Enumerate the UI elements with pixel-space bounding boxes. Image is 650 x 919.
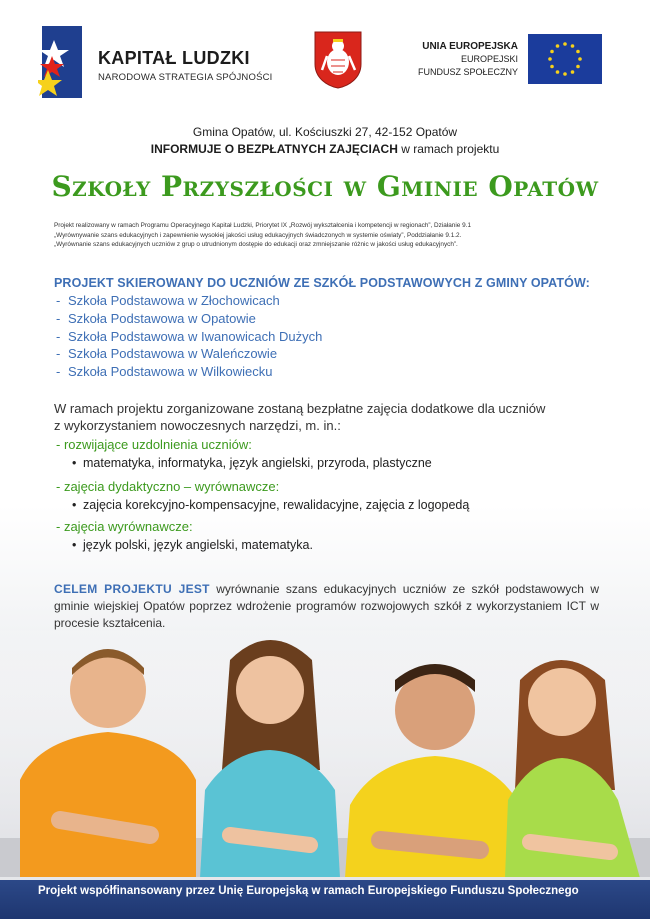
eu-star-icon bbox=[578, 57, 582, 61]
kapital-ludzki-logo bbox=[38, 26, 283, 98]
eu-star-icon bbox=[576, 65, 580, 69]
intro-line: „Wyrównywanie szans edukacyjnych i zapewnienie wysokiej jakości usług edukacyjnych świadczonych w systemie oświaty”, Poddziałanie 9.1.2. bbox=[54, 231, 462, 239]
activity-section bbox=[56, 479, 469, 512]
footer-divider bbox=[0, 877, 650, 880]
list-item: - Szkoła Podstawowa w Wilkowiecku bbox=[56, 364, 273, 380]
goal-text: wyrównanie szans edukacyjnych uczniów ze szkół podstawowych w gminie wiejskiej Opatów poprzez wdrożenie programów rozwojowych szkół z wykorzystaniem ICT w bbox=[54, 582, 599, 613]
activity-section bbox=[56, 519, 313, 552]
activity-item: • język polski, język angielski, matematyka. bbox=[72, 538, 313, 552]
activity-heading: - zajęcia dydaktyczno – wyrównawcze: bbox=[56, 479, 280, 494]
list-item: - Szkoła Podstawowa w Opatowie bbox=[56, 310, 256, 326]
eu-star-icon bbox=[563, 72, 567, 76]
eu-line3: FUNDUSZ SPOŁECZNY bbox=[417, 67, 518, 77]
intro-text bbox=[54, 221, 604, 250]
eu-star-icon bbox=[550, 50, 554, 54]
inform-line bbox=[0, 142, 650, 156]
eu-star-icon bbox=[571, 70, 575, 74]
activities-line: W ramach projektu zorganizowane zostaną bezpłatne zajęcia dodatkowe dla uczniów bbox=[54, 401, 546, 416]
students-photo bbox=[0, 620, 650, 878]
activities-intro bbox=[54, 401, 594, 434]
activity-heading: - rozwijające uzdolnienia uczniów: bbox=[56, 437, 252, 452]
activity-section bbox=[56, 437, 432, 470]
address-line: Gmina Opatów, ul. Kościuszki 27, 42-152 Opatów bbox=[192, 125, 458, 139]
eu-flag-icon bbox=[528, 34, 602, 84]
schools-list bbox=[56, 292, 322, 381]
intro-line: „Wyrównanie szans edukacyjnych uczniów z grup o utrudnionym dostępie do edukacji oraz zmniejszanie różnic w jakości usług edukacyjnych”. bbox=[54, 241, 458, 249]
eu-line1: UNIA EUROPEJSKA bbox=[422, 41, 518, 52]
kl-subtitle: NARODOWA STRATEGIA SPÓJNOŚCI bbox=[98, 72, 273, 83]
eu-star-icon bbox=[556, 70, 560, 74]
activity-heading: - zajęcia wyrównawcze: bbox=[56, 519, 193, 534]
inform-rest: w ramach projektu bbox=[397, 142, 500, 156]
eu-star-icon bbox=[571, 44, 575, 48]
activity-item: • matematyka, informatyka, język angielski, przyroda, plastyczne bbox=[72, 456, 432, 470]
page-title: Szkoły Przyszłości w Gminie Opatów bbox=[51, 170, 599, 203]
kapital-ludzki-emblem-icon bbox=[38, 26, 82, 98]
list-item: - Szkoła Podstawowa w Waleńczowie bbox=[56, 346, 278, 362]
eu-star-icon bbox=[556, 44, 560, 48]
eu-line2: EUROPEJSKI bbox=[460, 54, 518, 64]
activities-line: z wykorzystaniem nowoczesnych narzędzi, m. in.: bbox=[54, 417, 341, 433]
goal-label: CELEM PROJEKTU JEST bbox=[54, 582, 210, 596]
intro-line: Projekt realizowany w ramach Programu Operacyjnego Kapitał Ludzki, Priorytet IX „Rozwój wykształcenia i kompetencji w regionach”, Działanie 9.1 bbox=[54, 222, 471, 229]
eu-star-icon bbox=[576, 50, 580, 54]
list-item: - Szkoła Podstawowa w Iwanowicach Dużych bbox=[56, 328, 323, 344]
eu-star-icon bbox=[563, 42, 567, 46]
inform-bold: INFORMUJE O BEZPŁATNYCH ZAJĘCIACH bbox=[150, 142, 398, 156]
list-item: - Szkoła Podstawowa w Złochowicach bbox=[56, 293, 280, 308]
kl-title: KAPITAŁ LUDZKI bbox=[98, 48, 250, 68]
footer-text: Projekt współfinansowany przez Unię Europejską w ramach Europejskiego Funduszu Społecznego bbox=[38, 885, 579, 897]
footer-bar bbox=[0, 877, 650, 919]
eu-star-icon bbox=[550, 65, 554, 69]
target-heading: PROJEKT SKIEROWANY DO UCZNIÓW ZE SZKÓŁ PODSTAWOWYCH Z GMINY OPATÓW: bbox=[54, 276, 590, 290]
eu-star-icon bbox=[548, 57, 552, 61]
eu-label bbox=[398, 40, 518, 79]
activity-item: • zajęcia korekcyjno-kompensacyjne, rewalidacyjne, zajęcia z logopedą bbox=[72, 498, 470, 512]
coat-of-arms-icon bbox=[313, 30, 363, 90]
